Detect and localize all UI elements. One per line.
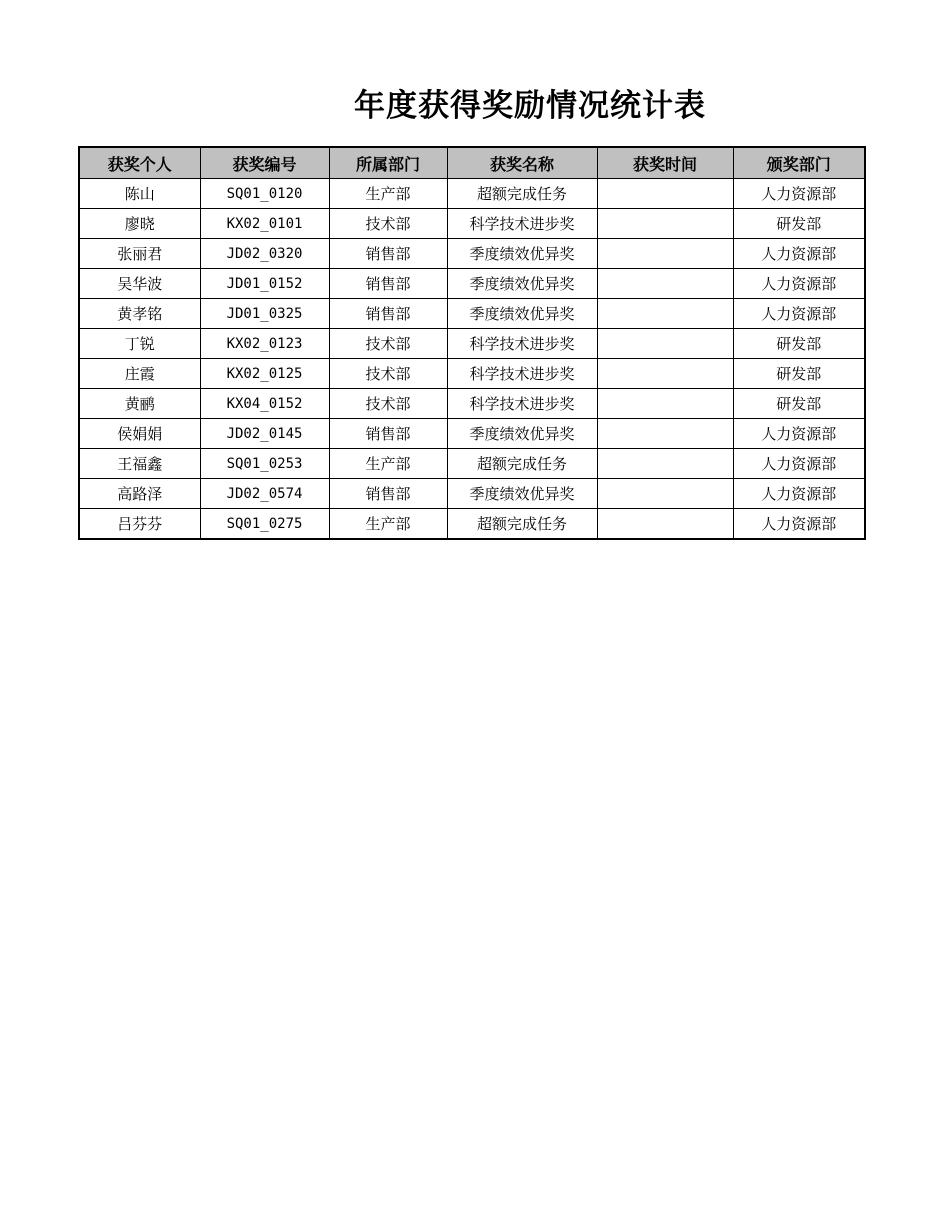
cell-award-date bbox=[597, 359, 733, 389]
table-row bbox=[79, 509, 865, 540]
cell-department: 销售部 bbox=[329, 269, 447, 299]
cell-award-id: SQ01_0120 bbox=[200, 179, 329, 209]
cell-winner: 丁锐 bbox=[79, 329, 200, 359]
cell-issuing-dept: 人力资源部 bbox=[733, 239, 865, 269]
table-header-row bbox=[79, 147, 865, 179]
col-header-award-id: 获奖编号 bbox=[200, 147, 329, 179]
cell-award-id: KX02_0123 bbox=[200, 329, 329, 359]
cell-award-date bbox=[597, 479, 733, 509]
cell-award-name: 季度绩效优异奖 bbox=[447, 479, 597, 509]
cell-winner: 张丽君 bbox=[79, 239, 200, 269]
cell-department: 技术部 bbox=[329, 359, 447, 389]
cell-award-name: 超额完成任务 bbox=[447, 449, 597, 479]
cell-award-date bbox=[597, 179, 733, 209]
cell-award-name: 科学技术进步奖 bbox=[447, 329, 597, 359]
cell-winner: 侯娟娟 bbox=[79, 419, 200, 449]
col-header-award-date: 获奖时间 bbox=[597, 147, 733, 179]
cell-winner: 吕芬芬 bbox=[79, 509, 200, 540]
cell-department: 销售部 bbox=[329, 239, 447, 269]
cell-award-name: 超额完成任务 bbox=[447, 509, 597, 540]
cell-issuing-dept: 人力资源部 bbox=[733, 299, 865, 329]
cell-award-id: JD02_0574 bbox=[200, 479, 329, 509]
cell-award-id: KX02_0125 bbox=[200, 359, 329, 389]
cell-issuing-dept: 人力资源部 bbox=[733, 179, 865, 209]
table-body bbox=[79, 179, 865, 540]
cell-winner: 庄霞 bbox=[79, 359, 200, 389]
cell-award-name: 季度绩效优异奖 bbox=[447, 299, 597, 329]
cell-winner: 高路泽 bbox=[79, 479, 200, 509]
cell-department: 销售部 bbox=[329, 419, 447, 449]
table-row bbox=[79, 449, 865, 479]
col-header-issuing-dept: 颁奖部门 bbox=[733, 147, 865, 179]
cell-award-name: 科学技术进步奖 bbox=[447, 389, 597, 419]
cell-award-name: 超额完成任务 bbox=[447, 179, 597, 209]
cell-issuing-dept: 人力资源部 bbox=[733, 269, 865, 299]
cell-department: 技术部 bbox=[329, 209, 447, 239]
cell-issuing-dept: 人力资源部 bbox=[733, 509, 865, 540]
table-row bbox=[79, 419, 865, 449]
cell-issuing-dept: 研发部 bbox=[733, 329, 865, 359]
cell-award-name: 季度绩效优异奖 bbox=[447, 239, 597, 269]
cell-award-id: SQ01_0253 bbox=[200, 449, 329, 479]
cell-department: 生产部 bbox=[329, 449, 447, 479]
table-row bbox=[79, 479, 865, 509]
page-title: 年度获得奖励情况统计表 bbox=[354, 88, 706, 124]
table-row bbox=[79, 299, 865, 329]
cell-issuing-dept: 人力资源部 bbox=[733, 419, 865, 449]
table-row bbox=[79, 209, 865, 239]
cell-department: 生产部 bbox=[329, 179, 447, 209]
cell-award-id: JD02_0145 bbox=[200, 419, 329, 449]
cell-issuing-dept: 人力资源部 bbox=[733, 449, 865, 479]
cell-department: 销售部 bbox=[329, 299, 447, 329]
cell-award-date bbox=[597, 509, 733, 540]
award-table bbox=[78, 146, 866, 540]
cell-issuing-dept: 研发部 bbox=[733, 209, 865, 239]
cell-department: 生产部 bbox=[329, 509, 447, 540]
cell-award-name: 科学技术进步奖 bbox=[447, 359, 597, 389]
cell-award-date bbox=[597, 419, 733, 449]
cell-issuing-dept: 研发部 bbox=[733, 359, 865, 389]
col-header-winner: 获奖个人 bbox=[79, 147, 200, 179]
col-header-department: 所属部门 bbox=[329, 147, 447, 179]
cell-award-date bbox=[597, 209, 733, 239]
cell-winner: 黄鹂 bbox=[79, 389, 200, 419]
cell-award-id: SQ01_0275 bbox=[200, 509, 329, 540]
cell-award-date bbox=[597, 389, 733, 419]
cell-award-id: KX04_0152 bbox=[200, 389, 329, 419]
cell-winner: 吴华波 bbox=[79, 269, 200, 299]
cell-winner: 廖晓 bbox=[79, 209, 200, 239]
cell-award-date bbox=[597, 239, 733, 269]
table-row bbox=[79, 239, 865, 269]
cell-award-id: JD01_0325 bbox=[200, 299, 329, 329]
cell-winner: 王福鑫 bbox=[79, 449, 200, 479]
cell-award-id: JD02_0320 bbox=[200, 239, 329, 269]
cell-winner: 陈山 bbox=[79, 179, 200, 209]
table-row bbox=[79, 269, 865, 299]
table-row bbox=[79, 359, 865, 389]
cell-award-id: JD01_0152 bbox=[200, 269, 329, 299]
table-row bbox=[79, 389, 865, 419]
cell-award-name: 季度绩效优异奖 bbox=[447, 269, 597, 299]
cell-award-id: KX02_0101 bbox=[200, 209, 329, 239]
cell-department: 销售部 bbox=[329, 479, 447, 509]
cell-department: 技术部 bbox=[329, 389, 447, 419]
table-row bbox=[79, 329, 865, 359]
cell-award-date bbox=[597, 449, 733, 479]
cell-award-date bbox=[597, 299, 733, 329]
cell-award-name: 科学技术进步奖 bbox=[447, 209, 597, 239]
cell-issuing-dept: 人力资源部 bbox=[733, 479, 865, 509]
cell-issuing-dept: 研发部 bbox=[733, 389, 865, 419]
cell-department: 技术部 bbox=[329, 329, 447, 359]
col-header-award-name: 获奖名称 bbox=[447, 147, 597, 179]
table-row bbox=[79, 179, 865, 209]
cell-award-name: 季度绩效优异奖 bbox=[447, 419, 597, 449]
cell-winner: 黄孝铭 bbox=[79, 299, 200, 329]
cell-award-date bbox=[597, 329, 733, 359]
cell-award-date bbox=[597, 269, 733, 299]
